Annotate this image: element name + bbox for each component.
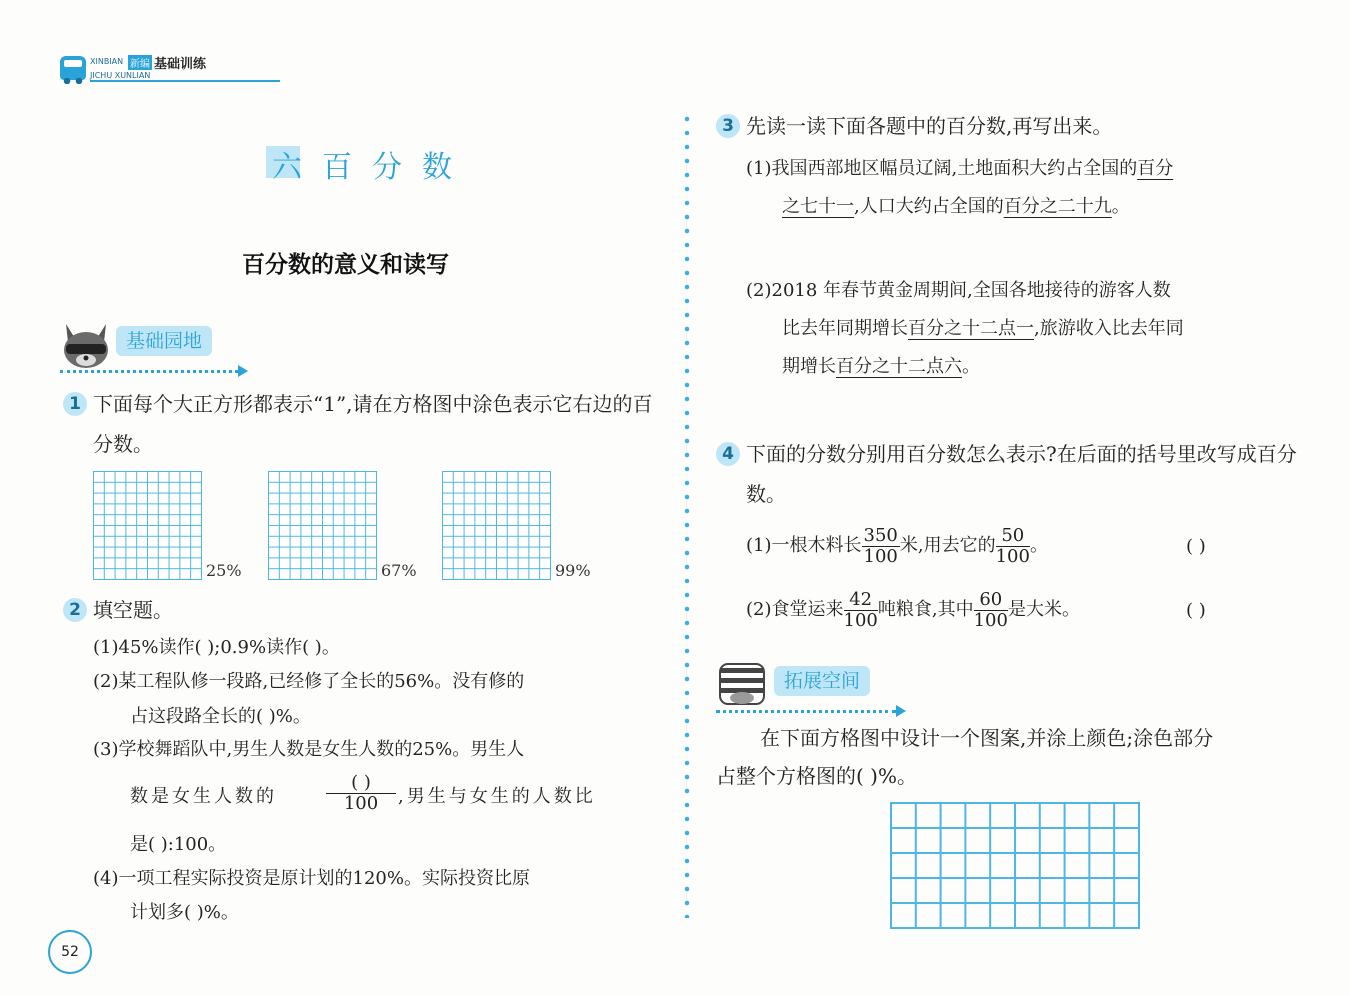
- grid-label-3: 99%: [555, 561, 591, 580]
- lesson-title: 百分数的意义和读写: [242, 252, 449, 278]
- q4-item-2: [746, 588, 1080, 632]
- fraction-denominator: 100: [863, 545, 898, 567]
- raccoon-mascot-icon: [60, 318, 112, 370]
- banner-dotted-line: [60, 370, 238, 373]
- q2-item-4-line2: 计划多( )%。: [130, 902, 239, 923]
- logo-series-title: 基础训练: [154, 57, 207, 72]
- q3-item2-answer2: 百分之十二点六: [836, 356, 962, 377]
- zebra-mascot-icon: [716, 658, 768, 710]
- q2-item-3-line3: 是( ):100。: [130, 834, 227, 855]
- fraction-numerator: 350: [863, 524, 898, 546]
- q4-item2-text-a: (2)食堂运来: [746, 599, 844, 620]
- banner-dotted-line: [716, 710, 896, 713]
- q3-item2-end: 。: [962, 356, 980, 377]
- q2-fraction: [326, 773, 396, 814]
- logo-underline: [90, 80, 280, 82]
- q4-item1-text-c: 。: [1029, 535, 1048, 556]
- q4-item1-fraction2: [996, 526, 1030, 567]
- hundred-grid-1[interactable]: [93, 471, 202, 580]
- arrow-icon: [238, 365, 248, 377]
- section-label-extend: 拓展空间: [774, 666, 870, 696]
- q3-item2-answer1: 百分之十二点一: [908, 318, 1034, 339]
- arrow-icon: [896, 705, 906, 717]
- q3-item-1-line2: [782, 190, 1130, 224]
- bus-icon: [60, 56, 86, 80]
- q4-item1-text-b: 米,用去它的: [899, 535, 996, 556]
- question-number-1: 1: [63, 392, 87, 416]
- q4-item1-fraction1: [862, 526, 900, 567]
- fraction-numerator: 42: [844, 590, 878, 611]
- q3-item1-answer-part1: 百分: [1137, 158, 1174, 179]
- q4-item2-fraction2: [974, 590, 1008, 631]
- q3-item-1-line1: [746, 152, 1173, 186]
- logo-badge: 新编: [128, 55, 152, 70]
- q3-item-2-line1: (2)2018 年春节黄金周期间,全国各地接待的游客人数: [746, 280, 1171, 301]
- chapter-title-text: 六百分数: [272, 150, 472, 185]
- q4-item-1: [746, 524, 1048, 568]
- q2-item-3-line1: (3)学校舞蹈队中,男生人数是女生人数的25%。男生人: [93, 739, 525, 760]
- q2-item-1: (1)45%读作( );0.9%读作( )。: [93, 637, 340, 658]
- q4-item2-fraction1: [844, 590, 878, 631]
- question-number-4: 4: [716, 442, 740, 466]
- fraction-denominator: 100: [995, 545, 1030, 567]
- fraction-numerator: 50: [996, 526, 1030, 547]
- chapter-title: [266, 142, 478, 185]
- page-number: 52: [48, 930, 92, 974]
- question-3-title: 先读一读下面各题中的百分数,再写出来。: [746, 114, 1113, 138]
- logo-pinyin-top: XINBIAN: [90, 57, 124, 66]
- hundred-grid-3[interactable]: [442, 471, 551, 580]
- fraction-denominator: 100: [843, 609, 878, 631]
- question-number-2: 2: [63, 598, 87, 622]
- q3-item2-line3-prefix: 期增长: [782, 356, 836, 377]
- q3-item2-mid: ,旅游收入比去年同: [1034, 318, 1184, 339]
- q3-item1-prefix: (1)我国西部地区幅员辽阔,土地面积大约占全国的: [746, 158, 1138, 179]
- q3-item1-end: 。: [1111, 196, 1130, 217]
- extend-text-line2: 占整个方格图的( )%。: [716, 764, 917, 788]
- question-4-title: 下面的分数分别用百分数怎么表示?在后面的括号里改写成百分数。: [746, 442, 1297, 506]
- page-divider: [684, 112, 690, 918]
- fraction-denominator: 100: [343, 793, 379, 814]
- section-banner-basic: [60, 318, 260, 378]
- hundred-grid-2[interactable]: [268, 471, 377, 580]
- q2-item-2-line1: (2)某工程队修一段路,已经修了全长的56%。没有修的: [93, 671, 525, 692]
- q2-item-2-line2: 占这段路全长的( )%。: [130, 706, 311, 727]
- q2-item-3-line2a: 数是女生人数的: [130, 786, 277, 807]
- section-banner-extend: [716, 658, 916, 718]
- question-2-title: 填空题。: [93, 598, 173, 622]
- logo-pinyin-bottom: JICHU XUNLIAN: [90, 71, 151, 80]
- q4-item1-text-a: (1)一根木料长: [746, 535, 862, 556]
- q3-item1-mid: ,人口大约占全国的: [854, 196, 1004, 217]
- series-logo: [60, 52, 230, 86]
- extend-text-line1: 在下面方格图中设计一个图案,并涂上颜色;涂色部分: [760, 726, 1214, 750]
- q2-item-3-line2b: ,男生与女生的人数比: [398, 786, 596, 807]
- fraction-numerator: ( ): [326, 773, 396, 794]
- q3-item2-prefix: 比去年同期增长: [782, 318, 908, 339]
- q3-item-2-line2: [782, 312, 1184, 346]
- q4-item-1-answer-paren[interactable]: ( ): [1186, 536, 1206, 557]
- grid-label-2: 67%: [381, 561, 417, 580]
- fraction-numerator: 60: [974, 590, 1008, 611]
- q3-item1-answer-part2: 之七十一: [782, 196, 854, 217]
- q2-item-4-line1: (4)一项工程实际投资是原计划的120%。实际投资比原: [93, 868, 530, 889]
- q4-item2-text-b: 吨粮食,其中: [877, 599, 974, 620]
- q3-item-2-line3: [782, 350, 980, 384]
- q3-item1-answer2: 百分之二十九: [1003, 196, 1112, 217]
- question-number-3: 3: [716, 114, 740, 138]
- q4-item2-text-c: 是大米。: [1007, 599, 1080, 620]
- question-1-text: 下面每个大正方形都表示“1”,请在方格图中涂色表示它右边的百分数。: [93, 392, 653, 456]
- fraction-denominator: 100: [973, 609, 1008, 631]
- section-label-basic: 基础园地: [116, 326, 212, 356]
- grid-label-1: 25%: [206, 561, 242, 580]
- q4-item-2-answer-paren[interactable]: ( ): [1186, 600, 1206, 621]
- design-grid[interactable]: [890, 802, 1140, 929]
